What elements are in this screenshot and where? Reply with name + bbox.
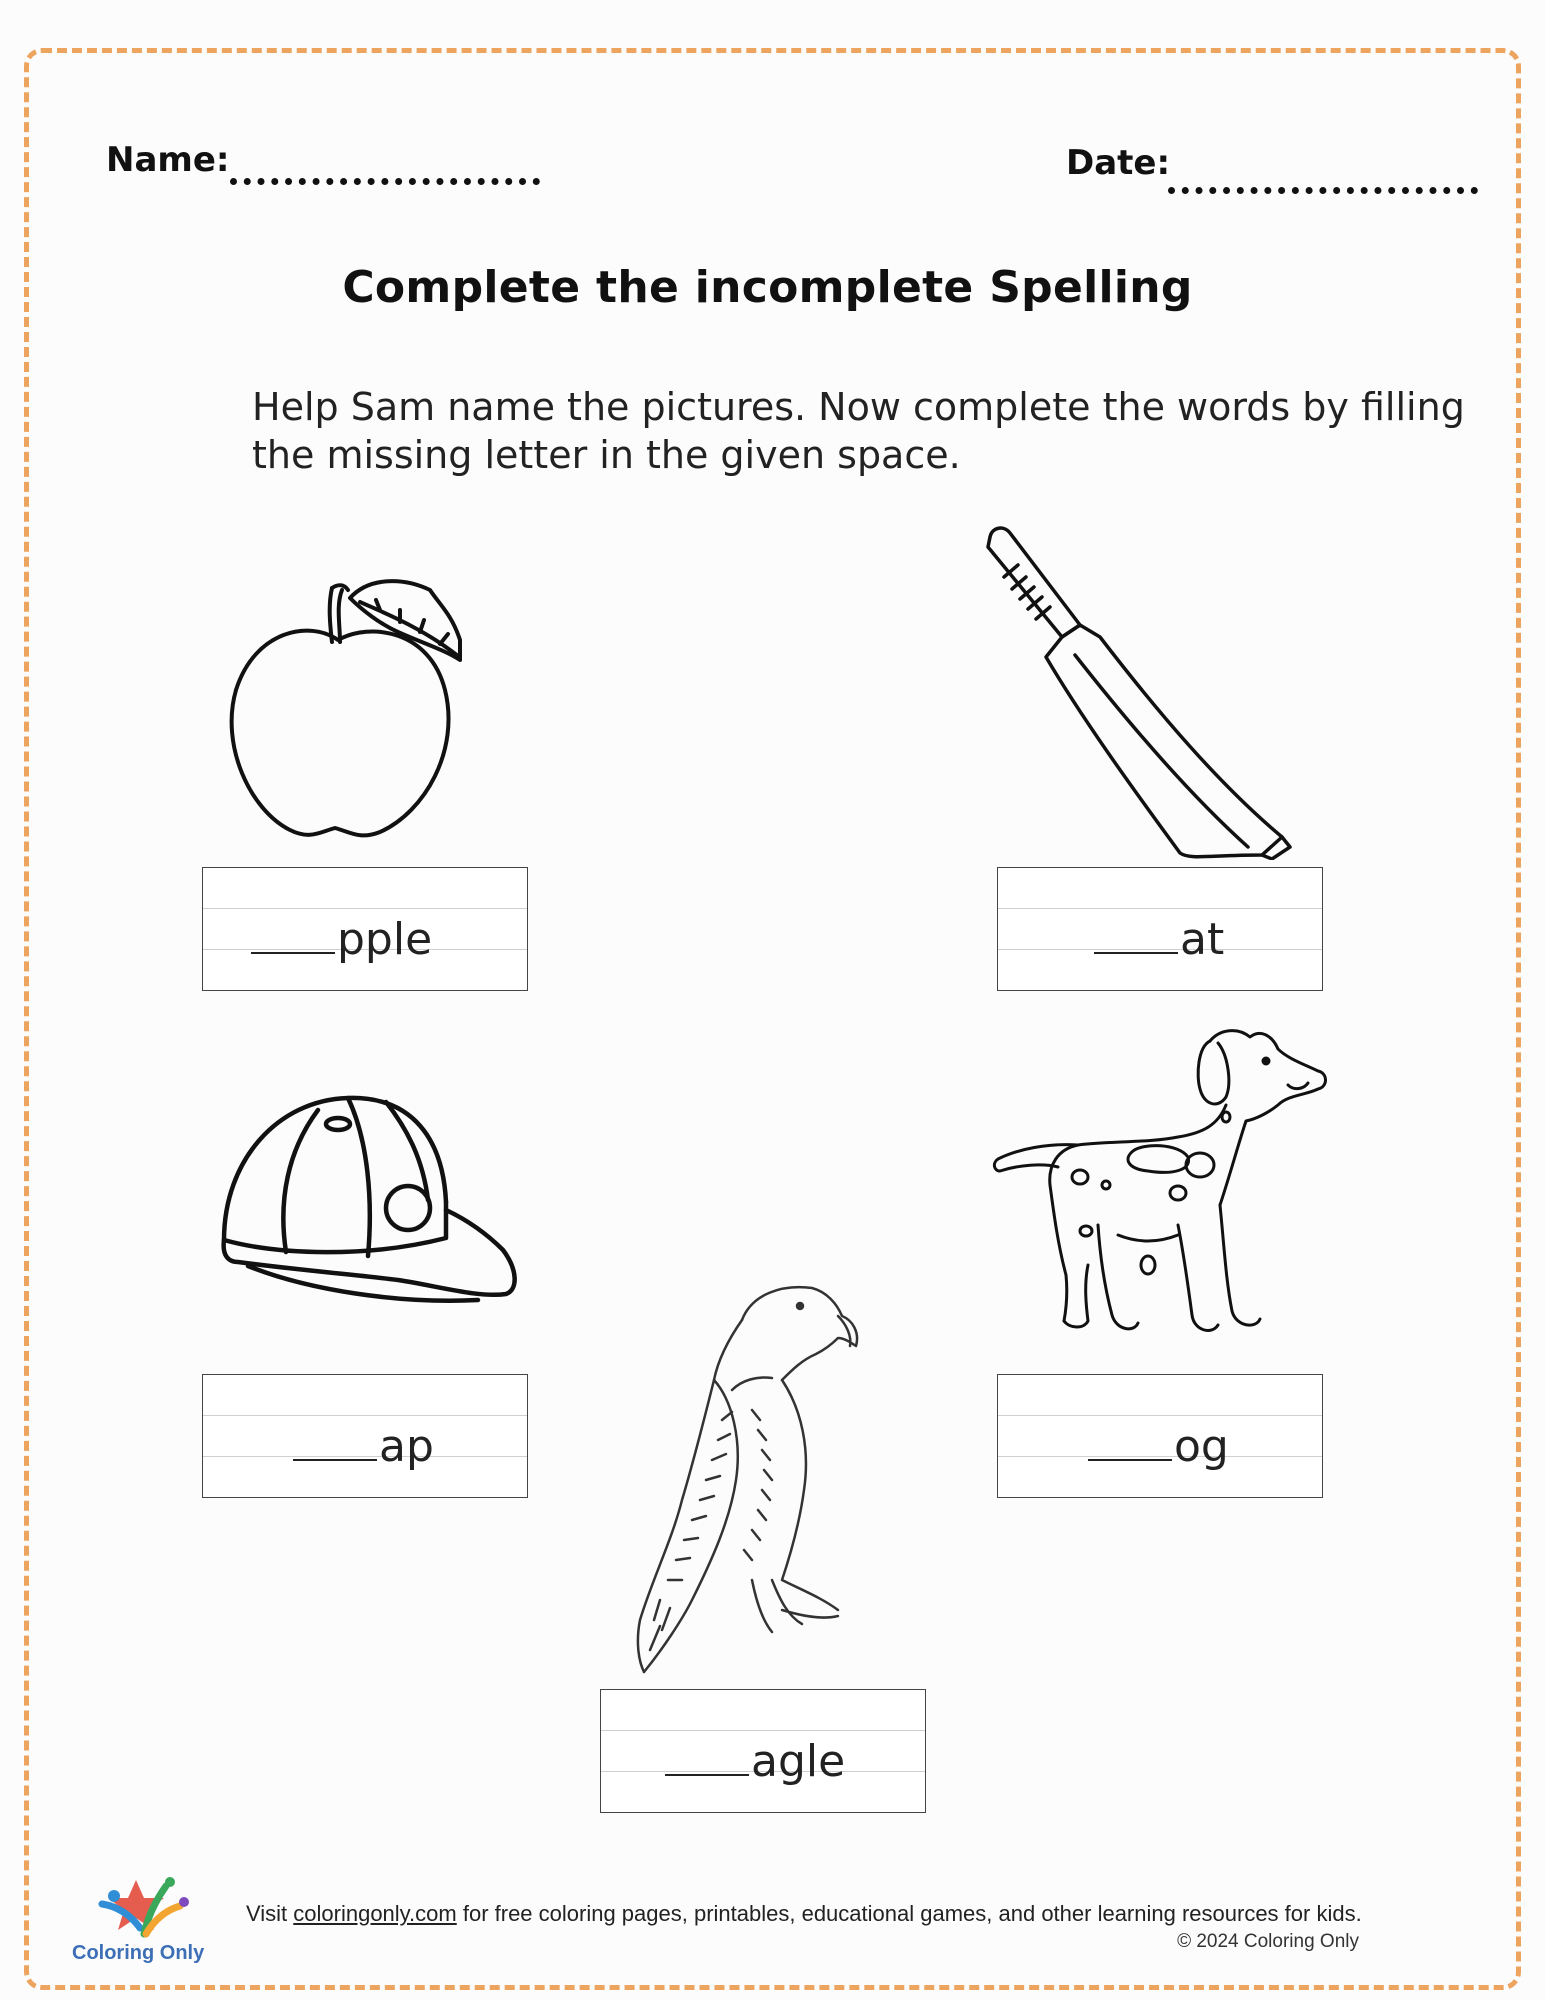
missing-letter-blank[interactable] bbox=[1088, 1457, 1172, 1461]
word-cap: ap bbox=[293, 1425, 434, 1469]
missing-letter-blank[interactable] bbox=[251, 950, 335, 954]
coloring-only-logo-icon bbox=[96, 1876, 192, 1940]
page-title: Complete the incomplete Spelling bbox=[342, 262, 1193, 313]
name-write-line[interactable] bbox=[230, 178, 540, 185]
dog-icon bbox=[988, 1025, 1333, 1345]
word-box-dog[interactable] bbox=[997, 1374, 1323, 1498]
date-write-line[interactable] bbox=[1168, 187, 1478, 194]
brand-name: Coloring Only bbox=[72, 1942, 205, 1964]
cap-icon bbox=[218, 1090, 523, 1310]
footer-text: Visit coloringonly.com for free coloring pages, printables, educational games, and other learning resources for kids. bbox=[246, 1901, 1362, 1926]
word-dog: og bbox=[1088, 1425, 1229, 1469]
word-bat: at bbox=[1094, 918, 1224, 962]
word-box-bat[interactable] bbox=[997, 867, 1323, 991]
word-box-cap[interactable] bbox=[202, 1374, 528, 1498]
apple-icon bbox=[220, 570, 470, 845]
word-apple: pple bbox=[251, 918, 432, 962]
missing-letter-blank[interactable] bbox=[665, 1772, 749, 1776]
cricket-bat-icon bbox=[980, 525, 1320, 860]
copyright-text: © 2024 Coloring Only bbox=[1177, 1931, 1359, 1952]
name-label: Name: bbox=[106, 140, 230, 180]
footer-link[interactable]: coloringonly.com bbox=[293, 1901, 457, 1926]
word-eagle: agle bbox=[665, 1740, 845, 1784]
word-box-eagle[interactable] bbox=[600, 1689, 926, 1813]
missing-letter-blank[interactable] bbox=[293, 1457, 377, 1461]
eagle-icon bbox=[632, 1280, 892, 1680]
instructions-text: Help Sam name the pictures. Now complete the words by filling the missing letter in the given space. bbox=[252, 385, 1465, 477]
date-label: Date: bbox=[1066, 143, 1171, 183]
missing-letter-blank[interactable] bbox=[1094, 950, 1178, 954]
word-box-apple[interactable] bbox=[202, 867, 528, 991]
